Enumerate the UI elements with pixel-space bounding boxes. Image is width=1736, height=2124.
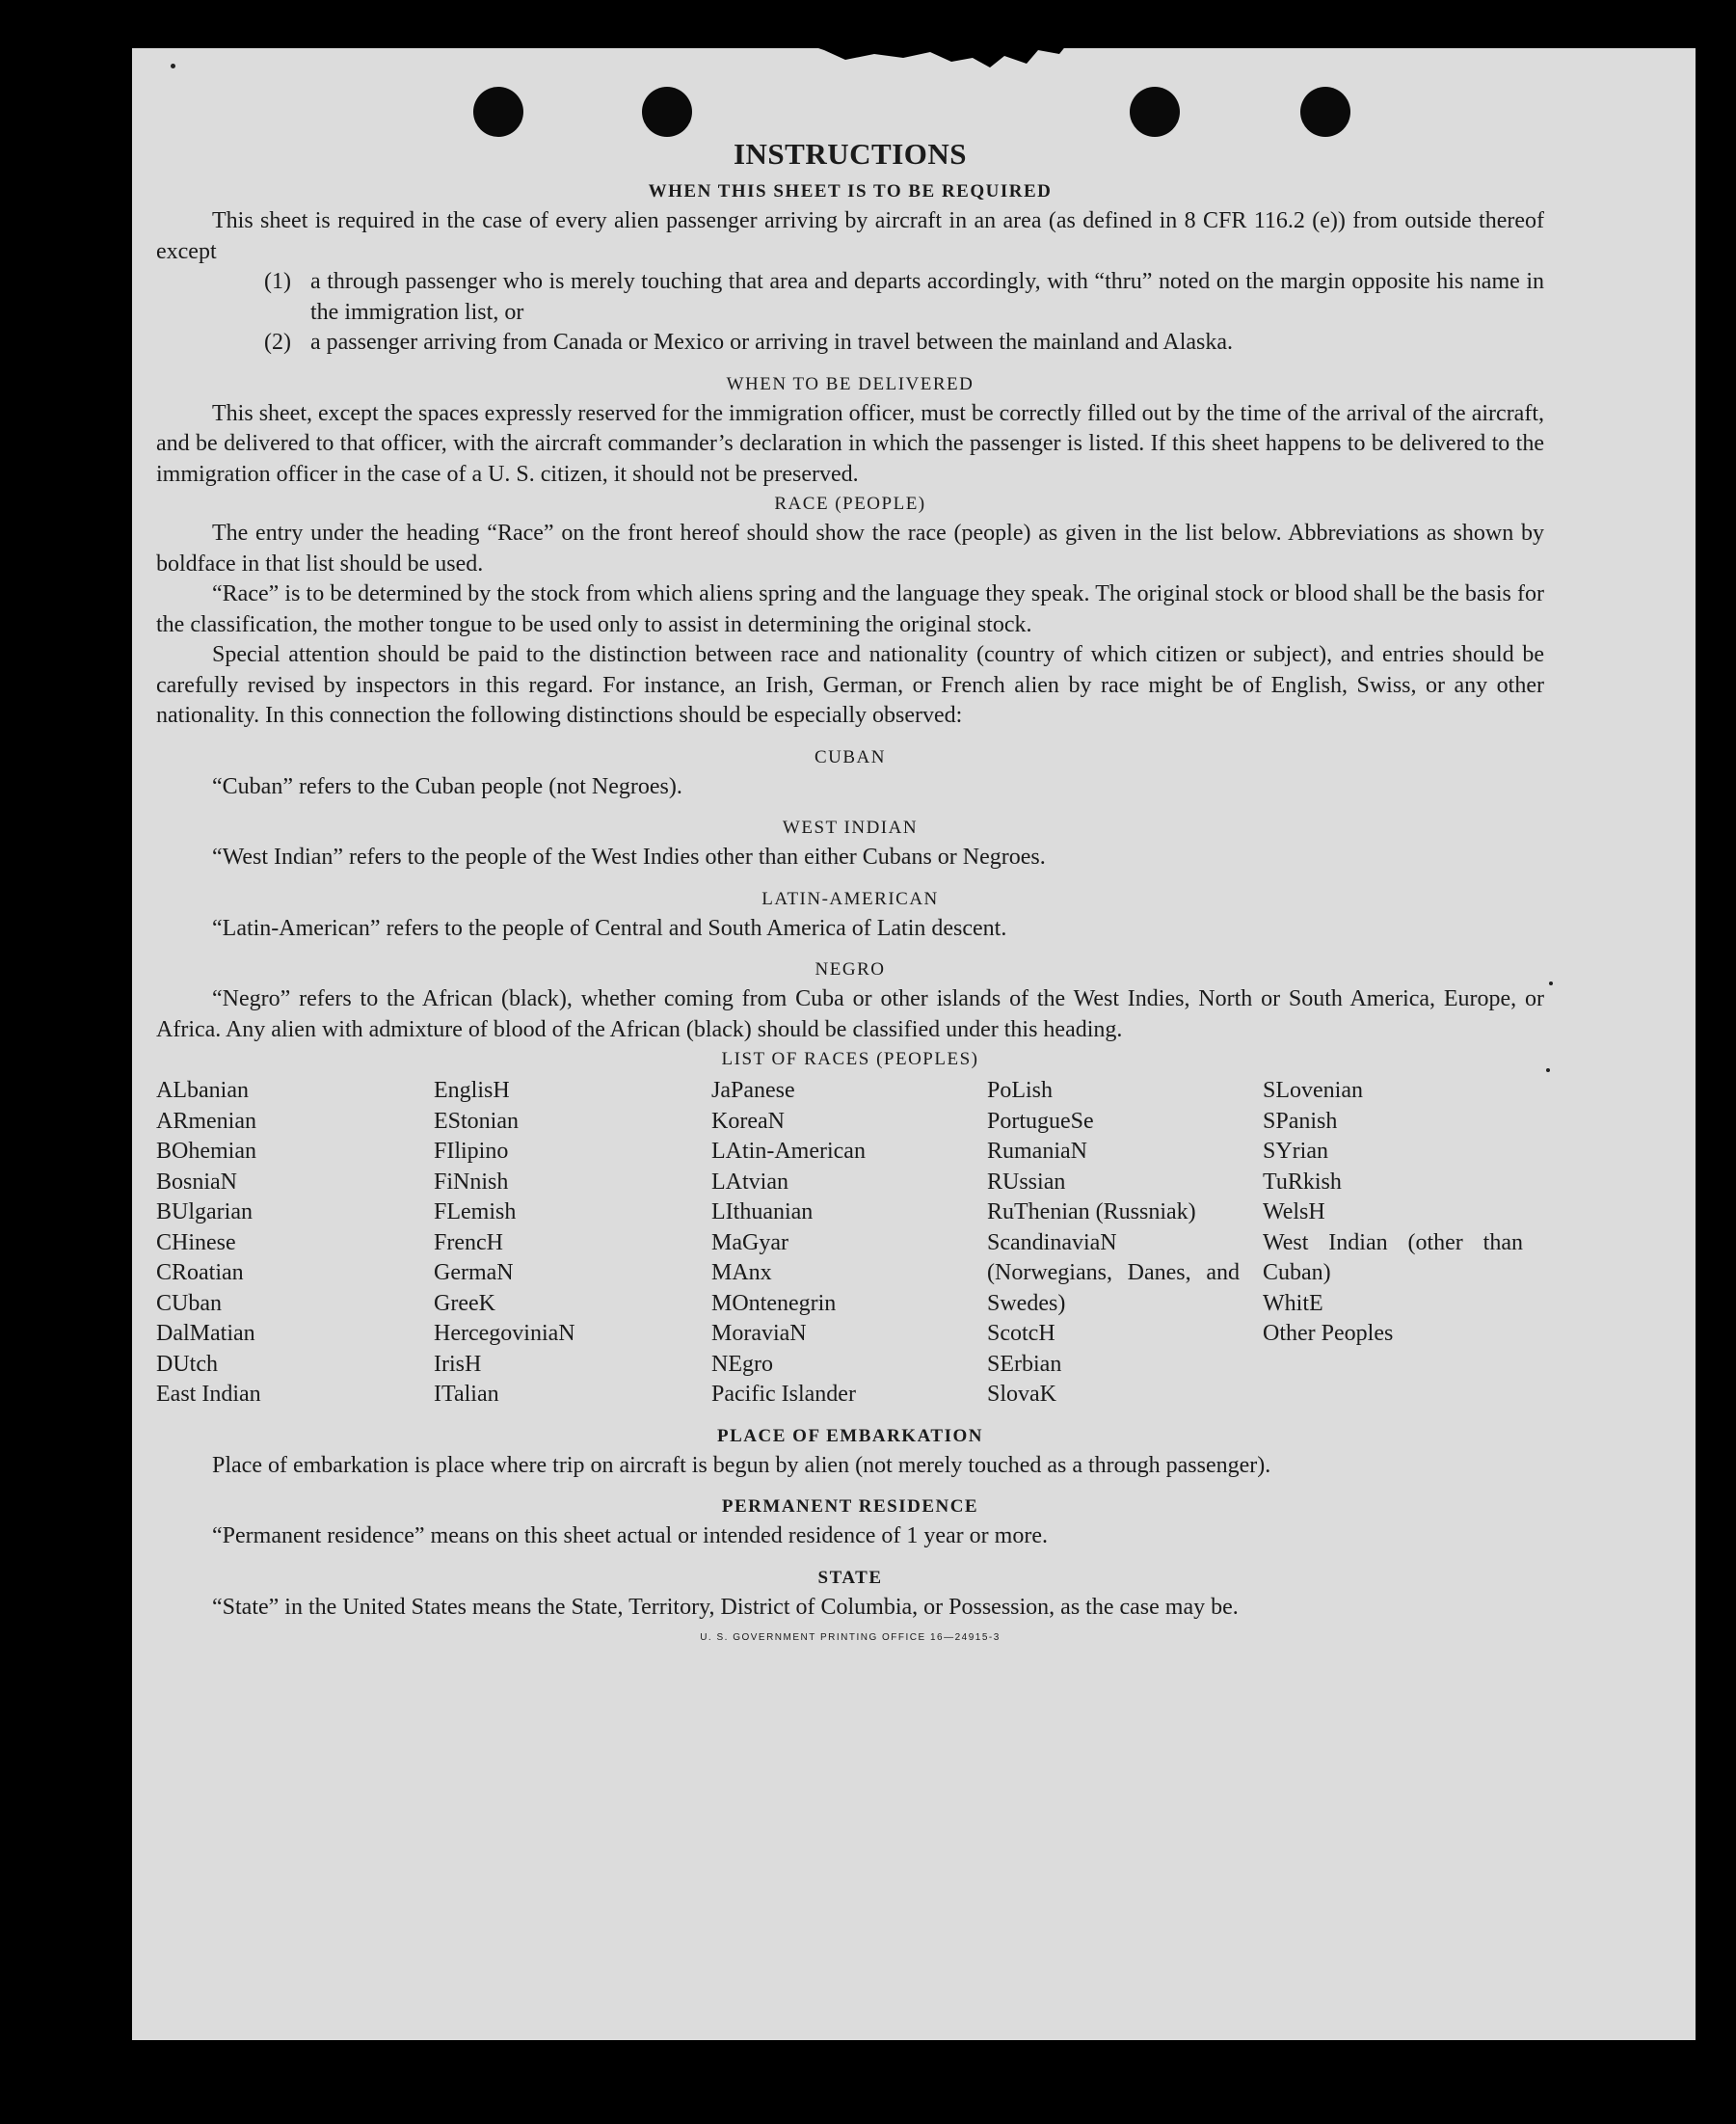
race-entry: WelsH	[1263, 1199, 1325, 1224]
race-entry: BosniaN	[156, 1169, 237, 1195]
race-entry: RumaniaN	[987, 1139, 1087, 1164]
page-title: INSTRUCTIONS	[733, 137, 967, 171]
race-entry: GreeK	[434, 1290, 495, 1316]
race-entry: BOhemian	[156, 1139, 256, 1164]
instructions-content	[156, 137, 1544, 1643]
document-sheet	[132, 48, 1696, 2040]
heading-race: RACE (PEOPLE)	[774, 494, 926, 514]
races-column	[434, 1076, 711, 1411]
paragraph-negro: “Negro” refers to the African (black), whether coming from Cuba or other islands of the West Indies, North or South America, Europe, or Africa. Any alien with admixture of blood of the African (black) should be classified under this heading.	[156, 986, 1544, 1042]
race-entry: CHinese	[156, 1229, 236, 1255]
paragraph-cuban: “Cuban” refers to the Cuban people (not Negroes).	[212, 773, 682, 799]
race-entry: RUssian	[987, 1169, 1066, 1195]
item-text: a through passenger who is merely touching that area and departs accordingly, with “thru” noted on the margin opposite his name in the immigration list, or	[310, 269, 1544, 325]
race-entry: FLemish	[434, 1199, 517, 1224]
punch-hole	[1130, 87, 1180, 137]
race-entry: LIthuanian	[711, 1199, 814, 1224]
race-entry: RuThenian (Russniak)	[987, 1199, 1196, 1224]
heading-embarkation: PLACE OF EMBARKATION	[717, 1425, 983, 1446]
race-entry: ScotcH	[987, 1321, 1055, 1346]
race-entry: BUlgarian	[156, 1199, 253, 1224]
race-entry: GermaN	[434, 1260, 514, 1285]
race-entry: West Indian (other than Cuban)	[1263, 1229, 1523, 1285]
race-entry: DalMatian	[156, 1321, 255, 1346]
race-entry: SErbian	[987, 1351, 1062, 1377]
races-list	[156, 1076, 1544, 1411]
race-entry: IrisH	[434, 1351, 482, 1377]
heading-latin-american: LATIN-AMERICAN	[761, 888, 939, 909]
race-entry: LAtin-American	[711, 1139, 866, 1164]
heading-required: WHEN THIS SHEET IS TO BE REQUIRED	[648, 181, 1053, 202]
paragraph-race-2: “Race” is to be determined by the stock from which aliens spring and the language they speak. The original stock or blood shall be the basis for the classification, the mother tongue to be used only to assist in determining the original stock.	[156, 581, 1544, 637]
races-column	[711, 1076, 987, 1411]
paragraph-race-3: Special attention should be paid to the distinction between race and nationality (country of which citizen or subject), and entries should be carefully revised by inspectors in this regard. For instance, an Irish, German, or French alien by race might be of English, Swiss, or any other nationality. In this connection the following distinctions should be especially observed:	[156, 642, 1544, 728]
race-entry: CUban	[156, 1290, 222, 1316]
heading-west-indian: WEST INDIAN	[782, 818, 919, 838]
printing-office-footer: U. S. GOVERNMENT PRINTING OFFICE 16—24915-3	[700, 1632, 1001, 1643]
paragraph-required: This sheet is required in the case of every alien passenger arriving by aircraft in an area (as defined in 8 CFR 116.2 (e)) from outside thereof except	[156, 208, 1544, 264]
paragraph-delivered: This sheet, except the spaces expressly reserved for the immigration officer, must be correctly filled out by the time of the arrival of the aircraft, and be delivered to that officer, with the aircraft commander’s declaration in which the passenger is listed. If this sheet happens to be delivered to the immigration officer in the case of a U. S. citizen, it should not be preserved.	[156, 400, 1544, 487]
race-entry: TuRkish	[1263, 1169, 1342, 1195]
race-entry: SPanish	[1263, 1108, 1338, 1134]
race-entry: PoLish	[987, 1078, 1054, 1103]
race-entry: FiNnish	[434, 1169, 509, 1195]
scan-speck	[1549, 981, 1553, 985]
race-entry: FrencH	[434, 1229, 503, 1255]
heading-cuban: CUBAN	[814, 746, 886, 767]
scan-speck	[171, 64, 175, 68]
race-entry: MOntenegrin	[711, 1290, 837, 1316]
race-entry: SYrian	[1263, 1139, 1328, 1164]
paragraph-state: “State” in the United States means the State, Territory, District of Columbia, or Possession, as the case may be.	[212, 1594, 1239, 1620]
races-column	[987, 1076, 1263, 1411]
paragraph-race-1: The entry under the heading “Race” on the front hereof should show the race (people) as given in the list below. Abbreviations as shown by boldface in that list should be used.	[156, 521, 1544, 577]
race-entry: MoraviaN	[711, 1321, 807, 1346]
heading-state: STATE	[817, 1567, 883, 1588]
race-entry: Other Peoples	[1263, 1321, 1394, 1346]
race-entry: EnglisH	[434, 1078, 510, 1103]
race-entry: WhitE	[1263, 1290, 1323, 1316]
race-entry: ALbanian	[156, 1078, 249, 1103]
item-number: (2)	[264, 330, 291, 355]
punch-hole	[473, 87, 523, 137]
race-entry: East Indian	[156, 1382, 261, 1407]
paragraph-latin-american: “Latin-American” refers to the people of Central and South America of Latin descent.	[212, 915, 1007, 941]
race-entry: JaPanese	[711, 1078, 795, 1103]
race-entry: MAnx	[711, 1260, 772, 1285]
list-item	[264, 267, 1544, 328]
race-entry: HercegoviniaN	[434, 1321, 575, 1346]
item-text: a passenger arriving from Canada or Mexico or arriving in travel between the mainland and Alaska.	[310, 330, 1233, 355]
list-item	[264, 328, 1544, 359]
punch-hole	[1300, 87, 1350, 137]
race-entry: EStonian	[434, 1108, 519, 1134]
race-entry: ScandinaviaN (Norwegians, Danes, and Swedes)	[987, 1229, 1240, 1316]
heading-negro: NEGRO	[815, 959, 886, 980]
heading-residence: PERMANENT RESIDENCE	[721, 1496, 979, 1517]
race-entry: ITalian	[434, 1382, 499, 1407]
race-entry: CRoatian	[156, 1260, 244, 1285]
race-entry: LAtvian	[711, 1169, 788, 1195]
races-column	[1263, 1076, 1544, 1411]
race-entry: Pacific Islander	[711, 1382, 856, 1407]
paragraph-west-indian: “West Indian” refers to the people of the West Indies other than either Cubans or Negroes.	[212, 845, 1046, 870]
torn-edge	[807, 44, 1067, 69]
item-number: (1)	[264, 269, 291, 294]
race-entry: SlovaK	[987, 1382, 1056, 1407]
races-column	[156, 1076, 434, 1411]
race-entry: FIlipino	[434, 1139, 509, 1164]
paragraph-residence: “Permanent residence” means on this sheet actual or intended residence of 1 year or more.	[212, 1523, 1048, 1548]
punch-hole	[642, 87, 692, 137]
race-entry: PortugueSe	[987, 1108, 1094, 1134]
race-entry: ARmenian	[156, 1108, 256, 1134]
scan-speck	[1546, 1068, 1550, 1072]
race-entry: SLovenian	[1263, 1078, 1363, 1103]
race-entry: DUtch	[156, 1351, 218, 1377]
race-entry: MaGyar	[711, 1229, 788, 1255]
race-entry: KoreaN	[711, 1108, 785, 1134]
heading-list-of-races: LIST OF RACES (PEOPLES)	[721, 1049, 979, 1069]
heading-delivered: WHEN TO BE DELIVERED	[726, 373, 975, 394]
paragraph-embarkation: Place of embarkation is place where trip on aircraft is begun by alien (not merely touched as a through passenger).	[212, 1452, 1271, 1478]
race-entry: NEgro	[711, 1351, 773, 1377]
